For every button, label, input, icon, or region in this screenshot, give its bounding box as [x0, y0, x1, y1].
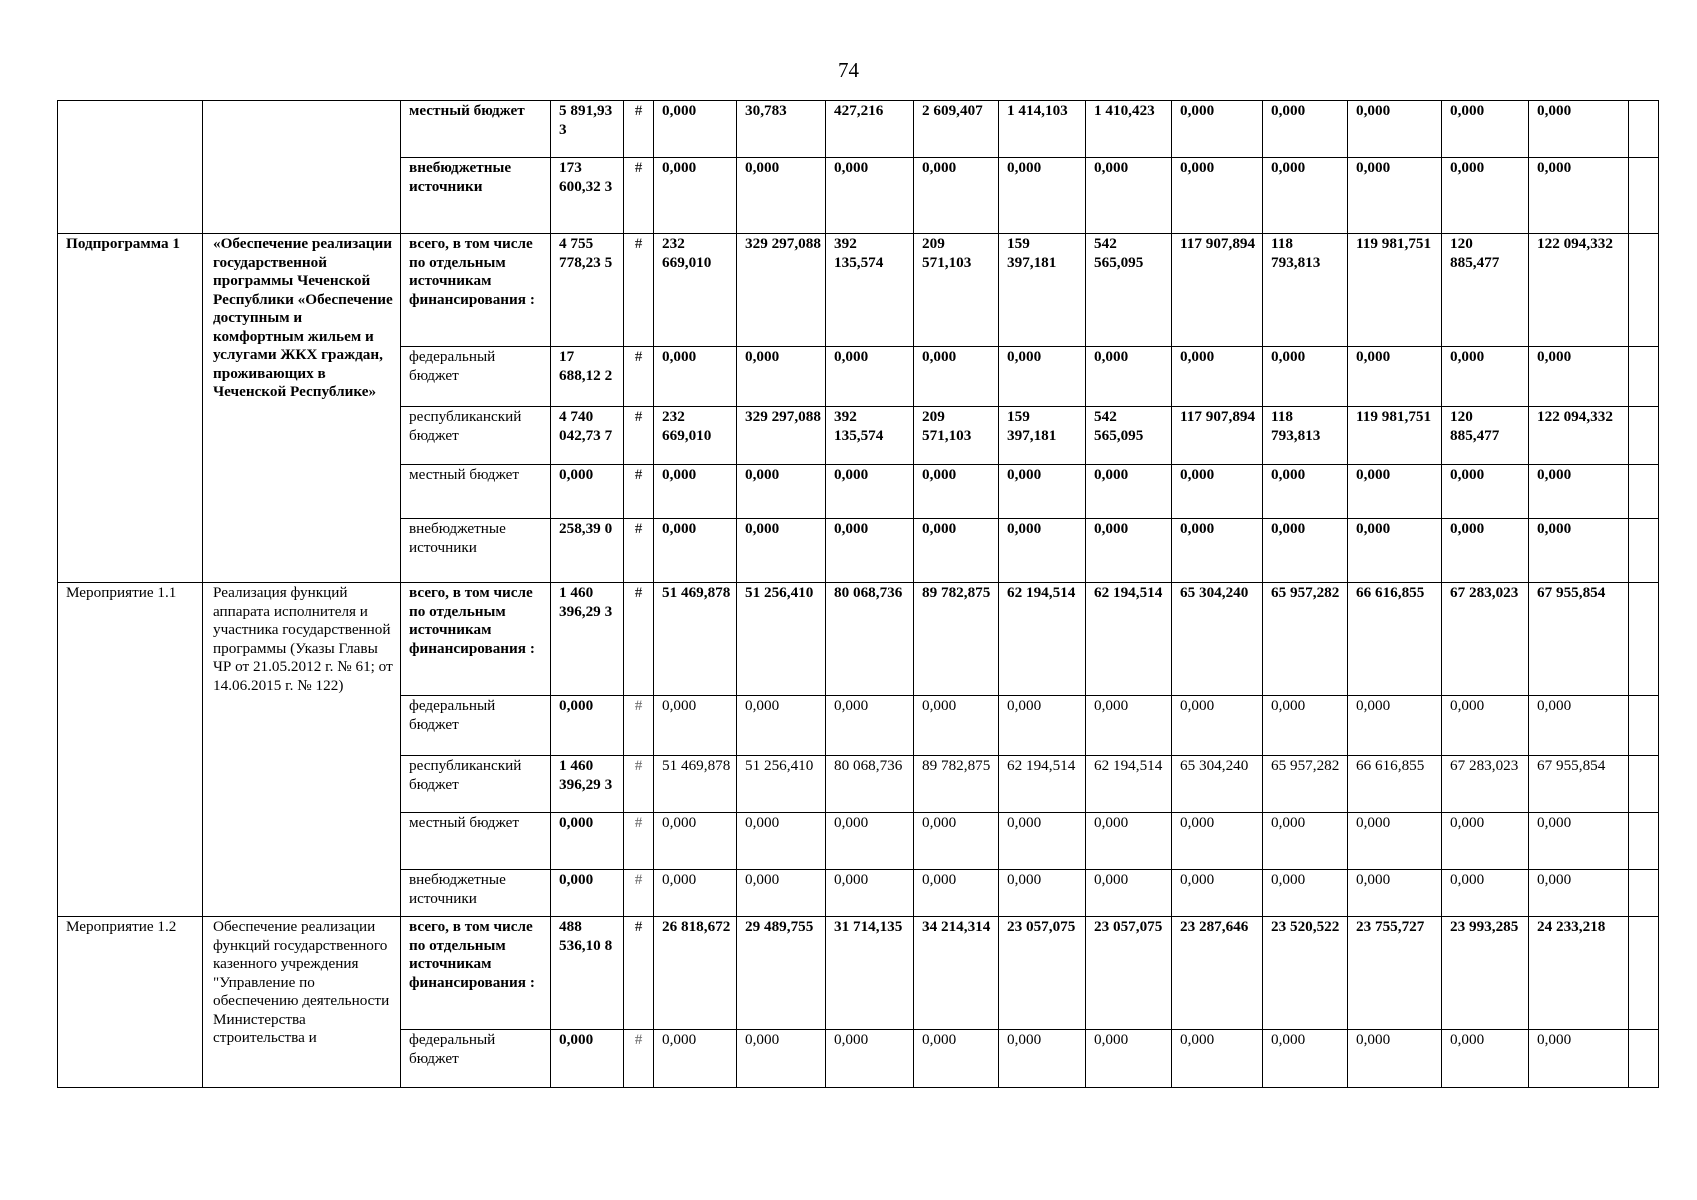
year-value-cell: 0,000 — [737, 813, 826, 870]
year-value-cell: 0,000 — [1529, 519, 1629, 583]
marker-cell: # — [624, 756, 654, 813]
year-value-cell: 118 793,813 — [1263, 234, 1348, 347]
year-value-cell: 0,000 — [1529, 696, 1629, 756]
year-value-cell: 0,000 — [999, 347, 1086, 407]
marker-cell: # — [624, 465, 654, 519]
year-value-cell: 0,000 — [1172, 347, 1263, 407]
year-value-cell: 51 469,878 — [654, 583, 737, 696]
year-value-cell: 0,000 — [1442, 347, 1529, 407]
funding-source-cell: внебюджетные источники — [401, 158, 551, 234]
year-value-cell: 232 669,010 — [654, 234, 737, 347]
empty-cell — [1629, 158, 1659, 234]
year-value-cell: 66 616,855 — [1348, 583, 1442, 696]
year-value-cell: 0,000 — [1348, 101, 1442, 158]
program-label-cell — [58, 101, 203, 234]
year-value-cell: 0,000 — [826, 465, 914, 519]
marker-cell: # — [624, 813, 654, 870]
year-value-cell: 29 489,755 — [737, 917, 826, 1030]
year-value-cell: 0,000 — [654, 696, 737, 756]
empty-cell — [1629, 101, 1659, 158]
total-amount-cell: 258,39 0 — [551, 519, 624, 583]
year-value-cell: 392 135,574 — [826, 407, 914, 465]
year-value-cell: 0,000 — [1263, 465, 1348, 519]
total-amount-cell: 0,000 — [551, 870, 624, 917]
year-value-cell: 62 194,514 — [1086, 583, 1172, 696]
table-row — [58, 101, 1659, 158]
year-value-cell: 0,000 — [737, 347, 826, 407]
year-value-cell: 26 818,672 — [654, 917, 737, 1030]
year-value-cell: 0,000 — [654, 1030, 737, 1088]
year-value-cell: 0,000 — [826, 347, 914, 407]
year-value-cell: 0,000 — [1086, 465, 1172, 519]
funding-source-cell: местный бюджет — [401, 465, 551, 519]
funding-source-cell: федеральный бюджет — [401, 347, 551, 407]
year-value-cell: 0,000 — [826, 158, 914, 234]
year-value-cell: 0,000 — [1086, 519, 1172, 583]
year-value-cell: 0,000 — [826, 813, 914, 870]
year-value-cell: 0,000 — [914, 519, 999, 583]
year-value-cell: 80 068,736 — [826, 756, 914, 813]
funding-source-cell: местный бюджет — [401, 813, 551, 870]
table-row — [58, 583, 1659, 696]
year-value-cell: 1 410,423 — [1086, 101, 1172, 158]
empty-cell — [1629, 234, 1659, 347]
year-value-cell: 159 397,181 — [999, 407, 1086, 465]
year-value-cell: 66 616,855 — [1348, 756, 1442, 813]
year-value-cell: 117 907,894 — [1172, 407, 1263, 465]
marker-cell: # — [624, 158, 654, 234]
year-value-cell: 209 571,103 — [914, 407, 999, 465]
year-value-cell: 0,000 — [914, 813, 999, 870]
empty-cell — [1629, 756, 1659, 813]
year-value-cell: 65 304,240 — [1172, 756, 1263, 813]
table-row — [58, 917, 1659, 1030]
year-value-cell: 0,000 — [1172, 519, 1263, 583]
year-value-cell: 0,000 — [737, 465, 826, 519]
year-value-cell: 0,000 — [1348, 1030, 1442, 1088]
year-value-cell: 427,216 — [826, 101, 914, 158]
funding-source-cell: внебюджетные источники — [401, 519, 551, 583]
empty-cell — [1629, 1030, 1659, 1088]
marker-cell: # — [624, 347, 654, 407]
year-value-cell: 0,000 — [737, 158, 826, 234]
marker-cell: # — [624, 1030, 654, 1088]
year-value-cell: 0,000 — [1172, 696, 1263, 756]
year-value-cell: 0,000 — [654, 158, 737, 234]
year-value-cell: 51 469,878 — [654, 756, 737, 813]
year-value-cell: 392 135,574 — [826, 234, 914, 347]
year-value-cell: 329 297,088 — [737, 407, 826, 465]
marker-cell: # — [624, 696, 654, 756]
page-number: 74 — [838, 58, 859, 82]
year-value-cell: 0,000 — [737, 696, 826, 756]
year-value-cell: 62 194,514 — [999, 756, 1086, 813]
year-value-cell: 51 256,410 — [737, 583, 826, 696]
marker-cell: # — [624, 583, 654, 696]
year-value-cell: 0,000 — [1529, 870, 1629, 917]
year-value-cell: 0,000 — [914, 347, 999, 407]
year-value-cell: 80 068,736 — [826, 583, 914, 696]
year-value-cell: 0,000 — [914, 870, 999, 917]
empty-cell — [1629, 465, 1659, 519]
year-value-cell: 0,000 — [826, 696, 914, 756]
year-value-cell: 0,000 — [1086, 1030, 1172, 1088]
year-value-cell: 0,000 — [1086, 158, 1172, 234]
year-value-cell: 0,000 — [654, 347, 737, 407]
total-amount-cell: 0,000 — [551, 1030, 624, 1088]
year-value-cell: 122 094,332 — [1529, 234, 1629, 347]
year-value-cell: 0,000 — [914, 1030, 999, 1088]
year-value-cell: 209 571,103 — [914, 234, 999, 347]
year-value-cell: 67 283,023 — [1442, 583, 1529, 696]
year-value-cell: 23 993,285 — [1442, 917, 1529, 1030]
year-value-cell: 119 981,751 — [1348, 407, 1442, 465]
funding-source-cell: республиканский бюджет — [401, 407, 551, 465]
empty-cell — [1629, 519, 1659, 583]
program-description-cell: Обеспечение реализации функций государственного казенного учреждения "Управление по обеспечению деятельности Министерства строительства и — [203, 917, 401, 1088]
year-value-cell: 0,000 — [1086, 870, 1172, 917]
year-value-cell: 0,000 — [1442, 519, 1529, 583]
year-value-cell: 0,000 — [1172, 813, 1263, 870]
year-value-cell: 23 755,727 — [1348, 917, 1442, 1030]
year-value-cell: 0,000 — [1348, 813, 1442, 870]
total-amount-cell: 1 460 396,29 3 — [551, 583, 624, 696]
year-value-cell: 0,000 — [1442, 101, 1529, 158]
year-value-cell: 0,000 — [1172, 1030, 1263, 1088]
marker-cell: # — [624, 407, 654, 465]
year-value-cell: 0,000 — [737, 1030, 826, 1088]
year-value-cell: 0,000 — [826, 870, 914, 917]
total-amount-cell: 4 755 778,23 5 — [551, 234, 624, 347]
year-value-cell: 0,000 — [1348, 870, 1442, 917]
total-amount-cell: 4 740 042,73 7 — [551, 407, 624, 465]
year-value-cell: 118 793,813 — [1263, 407, 1348, 465]
year-value-cell: 0,000 — [1348, 696, 1442, 756]
marker-cell: # — [624, 519, 654, 583]
funding-source-cell: федеральный бюджет — [401, 696, 551, 756]
year-value-cell: 0,000 — [654, 813, 737, 870]
year-value-cell: 542 565,095 — [1086, 407, 1172, 465]
year-value-cell: 0,000 — [1442, 696, 1529, 756]
year-value-cell: 0,000 — [999, 1030, 1086, 1088]
empty-cell — [1629, 583, 1659, 696]
year-value-cell: 0,000 — [1442, 870, 1529, 917]
year-value-cell: 117 907,894 — [1172, 234, 1263, 347]
marker-cell: # — [624, 234, 654, 347]
year-value-cell: 2 609,407 — [914, 101, 999, 158]
year-value-cell: 0,000 — [1529, 813, 1629, 870]
empty-cell — [1629, 347, 1659, 407]
program-description-cell: Реализация функций аппарата исполнителя и участника государственной программы (Указы Главы ЧР от 21.05.2012 г. № 61; от 14.06.2015 г. № 122) — [203, 583, 401, 917]
year-value-cell: 0,000 — [999, 870, 1086, 917]
year-value-cell: 0,000 — [1172, 870, 1263, 917]
year-value-cell: 51 256,410 — [737, 756, 826, 813]
year-value-cell: 0,000 — [1086, 813, 1172, 870]
year-value-cell: 0,000 — [1348, 158, 1442, 234]
year-value-cell: 0,000 — [1263, 158, 1348, 234]
year-value-cell: 0,000 — [999, 465, 1086, 519]
empty-cell — [1629, 813, 1659, 870]
year-value-cell: 0,000 — [1086, 696, 1172, 756]
year-value-cell: 62 194,514 — [999, 583, 1086, 696]
total-amount-cell: 0,000 — [551, 813, 624, 870]
total-amount-cell: 0,000 — [551, 696, 624, 756]
year-value-cell: 34 214,314 — [914, 917, 999, 1030]
year-value-cell: 0,000 — [654, 519, 737, 583]
empty-cell — [1629, 870, 1659, 917]
funding-source-cell: всего, в том числе по отдельным источникам финансирования : — [401, 234, 551, 347]
funding-source-cell: республиканский бюджет — [401, 756, 551, 813]
year-value-cell: 0,000 — [654, 870, 737, 917]
year-value-cell: 0,000 — [1348, 347, 1442, 407]
marker-cell: # — [624, 917, 654, 1030]
table-row — [58, 234, 1659, 347]
year-value-cell: 0,000 — [1348, 519, 1442, 583]
funding-source-cell: внебюджетные источники — [401, 870, 551, 917]
year-value-cell: 0,000 — [1172, 158, 1263, 234]
year-value-cell: 65 304,240 — [1172, 583, 1263, 696]
program-label-cell: Подпрограмма 1 — [58, 234, 203, 583]
year-value-cell: 23 287,646 — [1172, 917, 1263, 1030]
year-value-cell: 67 955,854 — [1529, 756, 1629, 813]
year-value-cell: 0,000 — [1263, 347, 1348, 407]
year-value-cell: 0,000 — [1529, 101, 1629, 158]
total-amount-cell: 488 536,10 8 — [551, 917, 624, 1030]
year-value-cell: 65 957,282 — [1263, 756, 1348, 813]
year-value-cell: 0,000 — [826, 1030, 914, 1088]
year-value-cell: 0,000 — [1442, 813, 1529, 870]
marker-cell: # — [624, 101, 654, 158]
year-value-cell: 0,000 — [1442, 465, 1529, 519]
year-value-cell: 23 057,075 — [1086, 917, 1172, 1030]
year-value-cell: 0,000 — [1442, 1030, 1529, 1088]
year-value-cell: 0,000 — [654, 101, 737, 158]
year-value-cell: 542 565,095 — [1086, 234, 1172, 347]
year-value-cell: 0,000 — [1263, 870, 1348, 917]
year-value-cell: 0,000 — [999, 519, 1086, 583]
year-value-cell: 0,000 — [1529, 347, 1629, 407]
year-value-cell: 122 094,332 — [1529, 407, 1629, 465]
funding-source-cell: всего, в том числе по отдельным источникам финансирования : — [401, 917, 551, 1030]
year-value-cell: 0,000 — [1263, 696, 1348, 756]
program-description-cell — [203, 101, 401, 234]
year-value-cell: 0,000 — [914, 158, 999, 234]
marker-cell: # — [624, 870, 654, 917]
program-label-cell: Мероприятие 1.2 — [58, 917, 203, 1088]
year-value-cell: 0,000 — [1529, 1030, 1629, 1088]
year-value-cell: 0,000 — [1529, 465, 1629, 519]
year-value-cell: 67 955,854 — [1529, 583, 1629, 696]
year-value-cell: 0,000 — [826, 519, 914, 583]
year-value-cell: 0,000 — [1263, 519, 1348, 583]
year-value-cell: 0,000 — [1263, 813, 1348, 870]
year-value-cell: 0,000 — [999, 696, 1086, 756]
total-amount-cell: 17 688,12 2 — [551, 347, 624, 407]
total-amount-cell: 1 460 396,29 3 — [551, 756, 624, 813]
year-value-cell: 1 414,103 — [999, 101, 1086, 158]
total-amount-cell: 173 600,32 3 — [551, 158, 624, 234]
year-value-cell: 62 194,514 — [1086, 756, 1172, 813]
year-value-cell: 89 782,875 — [914, 583, 999, 696]
year-value-cell: 65 957,282 — [1263, 583, 1348, 696]
empty-cell — [1629, 917, 1659, 1030]
year-value-cell: 0,000 — [1442, 158, 1529, 234]
year-value-cell: 0,000 — [914, 696, 999, 756]
year-value-cell: 24 233,218 — [1529, 917, 1629, 1030]
year-value-cell: 0,000 — [1529, 158, 1629, 234]
program-description-cell: «Обеспечение реализации государственной программы Чеченской Республики «Обеспечение доступным и комфортным жильем и услугами ЖКХ граждан, проживающих в Чеченской Республике» — [203, 234, 401, 583]
year-value-cell: 0,000 — [1263, 101, 1348, 158]
empty-cell — [1629, 407, 1659, 465]
year-value-cell: 0,000 — [654, 465, 737, 519]
year-value-cell: 232 669,010 — [654, 407, 737, 465]
year-value-cell: 0,000 — [737, 870, 826, 917]
year-value-cell: 23 057,075 — [999, 917, 1086, 1030]
year-value-cell: 67 283,023 — [1442, 756, 1529, 813]
year-value-cell: 0,000 — [1172, 101, 1263, 158]
year-value-cell: 31 714,135 — [826, 917, 914, 1030]
year-value-cell: 120 885,477 — [1442, 234, 1529, 347]
year-value-cell: 0,000 — [999, 158, 1086, 234]
year-value-cell: 89 782,875 — [914, 756, 999, 813]
year-value-cell: 120 885,477 — [1442, 407, 1529, 465]
total-amount-cell: 0,000 — [551, 465, 624, 519]
year-value-cell: 0,000 — [1086, 347, 1172, 407]
year-value-cell: 0,000 — [1172, 465, 1263, 519]
year-value-cell: 329 297,088 — [737, 234, 826, 347]
year-value-cell: 0,000 — [999, 813, 1086, 870]
year-value-cell: 30,783 — [737, 101, 826, 158]
year-value-cell: 23 520,522 — [1263, 917, 1348, 1030]
year-value-cell: 119 981,751 — [1348, 234, 1442, 347]
year-value-cell: 0,000 — [1263, 1030, 1348, 1088]
empty-cell — [1629, 696, 1659, 756]
year-value-cell: 0,000 — [737, 519, 826, 583]
funding-source-cell: всего, в том числе по отдельным источникам финансирования : — [401, 583, 551, 696]
program-label-cell: Мероприятие 1.1 — [58, 583, 203, 917]
year-value-cell: 0,000 — [1348, 465, 1442, 519]
year-value-cell: 0,000 — [914, 465, 999, 519]
funding-source-cell: местный бюджет — [401, 101, 551, 158]
year-value-cell: 159 397,181 — [999, 234, 1086, 347]
budget-table — [57, 100, 1659, 1088]
funding-source-cell: федеральный бюджет — [401, 1030, 551, 1088]
total-amount-cell: 5 891,93 3 — [551, 101, 624, 158]
